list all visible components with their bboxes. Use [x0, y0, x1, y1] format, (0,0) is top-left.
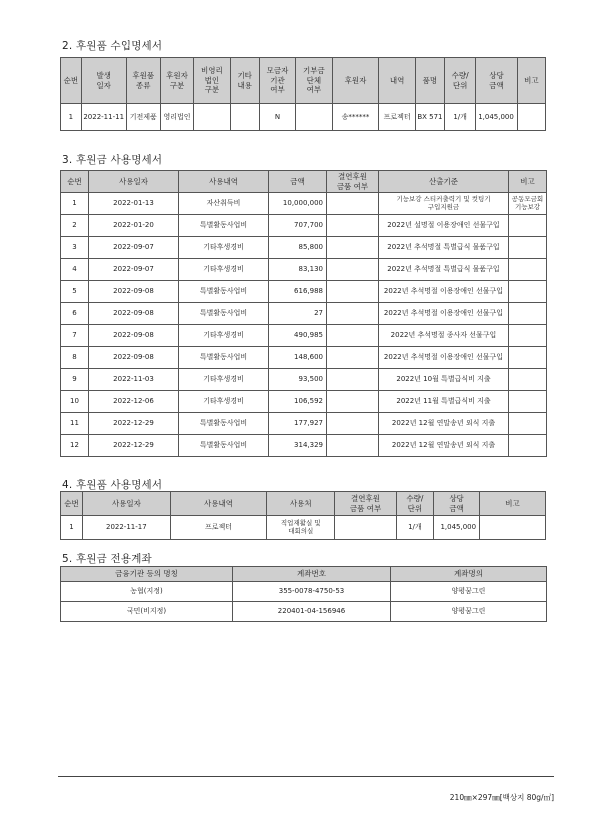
accounts-row [61, 602, 547, 622]
usage-cash-cell: 기타후생경비 [179, 259, 269, 281]
usage-cash-cell: 2022-12-29 [89, 413, 179, 435]
usage-cash-cell: 85,800 [269, 237, 327, 259]
usage-goods-cell: 1/개 [396, 516, 433, 540]
usage-cash-cell: 27 [269, 303, 327, 325]
usage-cash-cell [327, 303, 379, 325]
usage-cash-row [61, 215, 547, 237]
accounts-header-cell: 계좌번호 [233, 567, 391, 582]
usage-goods-cell [480, 516, 546, 540]
usage-cash-cell [327, 325, 379, 347]
income-cell [296, 104, 332, 131]
usage-cash-row [61, 259, 547, 281]
accounts-cell: 양평꿈그린 [391, 582, 547, 602]
accounts-header-row [61, 567, 547, 582]
usage-goods-table [60, 491, 546, 540]
usage-cash-header-cell: 사용일자 [89, 171, 179, 193]
usage-cash-cell: 2022-01-13 [89, 193, 179, 215]
usage-cash-cell: 기타후생경비 [179, 391, 269, 413]
usage-cash-cell: 10 [61, 391, 89, 413]
accounts-row [61, 582, 547, 602]
accounts-cell: 양평꿈그린 [391, 602, 547, 622]
usage-goods-header-cell: 수량/ 단위 [396, 492, 433, 516]
usage-cash-cell: 7 [61, 325, 89, 347]
usage-cash-cell [327, 347, 379, 369]
usage-cash-cell: 3 [61, 237, 89, 259]
income-cell [230, 104, 259, 131]
income-row [61, 104, 546, 131]
accounts-cell: 국민(비지정) [61, 602, 233, 622]
usage-cash-cell [509, 215, 547, 237]
income-header-cell: 기타 내용 [230, 58, 259, 104]
usage-cash-cell: 2022-11-03 [89, 369, 179, 391]
usage-goods-cell: 1 [61, 516, 83, 540]
usage-cash-cell [509, 303, 547, 325]
usage-cash-row [61, 391, 547, 413]
income-cell: 영리법인 [160, 104, 193, 131]
usage-cash-cell [327, 369, 379, 391]
usage-cash-cell: 4 [61, 259, 89, 281]
usage-cash-cell: 11 [61, 413, 89, 435]
usage-cash-cell: 2022-01-20 [89, 215, 179, 237]
usage-cash-row [61, 325, 547, 347]
usage-cash-cell: 83,130 [269, 259, 327, 281]
usage-cash-row [61, 413, 547, 435]
usage-cash-cell: 2022-12-29 [89, 435, 179, 457]
usage-cash-cell: 2022년 추석명절 이용장애인 선물구입 [379, 347, 509, 369]
income-body [61, 104, 546, 131]
usage-goods-body [61, 516, 546, 540]
usage-cash-cell [327, 435, 379, 457]
usage-cash-cell: 특별활동사업비 [179, 347, 269, 369]
usage-cash-cell: 2022-09-08 [89, 303, 179, 325]
usage-cash-cell [509, 259, 547, 281]
usage-goods-header-cell: 상당 금액 [434, 492, 480, 516]
income-header-cell: 모금자 기관 여부 [259, 58, 295, 104]
income-header-cell: 후원품 종류 [126, 58, 160, 104]
usage-cash-cell: 기능보강 스티커출력기 및 컷팅기 구입지원금 [379, 193, 509, 215]
usage-cash-cell: 2022년 12월 연말송년 외식 지출 [379, 435, 509, 457]
accounts-body [61, 582, 547, 622]
usage-cash-cell [327, 259, 379, 281]
usage-cash-row [61, 347, 547, 369]
usage-goods-header-row [61, 492, 546, 516]
income-header-cell: 후원자 구분 [160, 58, 193, 104]
usage-cash-cell [327, 215, 379, 237]
usage-cash-cell: 490,985 [269, 325, 327, 347]
usage-cash-cell [509, 347, 547, 369]
usage-cash-cell [509, 435, 547, 457]
usage-cash-cell: 2022-12-06 [89, 391, 179, 413]
income-header-cell: 발생 일자 [81, 58, 126, 104]
income-header-cell: 비영리 법인 구분 [194, 58, 230, 104]
usage-cash-cell: 특별활동사업비 [179, 435, 269, 457]
usage-cash-cell: 2022년 추석명절 종사자 선물구입 [379, 325, 509, 347]
accounts-cell: 농협(지정) [61, 582, 233, 602]
usage-cash-cell: 특별활동사업비 [179, 215, 269, 237]
paper-spec-note: 210㎜×297㎜[백상지 80g/㎡] [449, 793, 554, 802]
accounts-header-cell: 계좌명의 [391, 567, 547, 582]
income-header-cell: 순번 [61, 58, 82, 104]
usage-goods-cell: 프로젝터 [170, 516, 267, 540]
usage-cash-row [61, 303, 547, 325]
usage-cash-cell [327, 413, 379, 435]
usage-cash-cell [327, 237, 379, 259]
usage-cash-cell: 10,000,000 [269, 193, 327, 215]
income-cell: 1 [61, 104, 82, 131]
usage-cash-cell: 기타후생경비 [179, 237, 269, 259]
usage-goods-header-cell: 순번 [61, 492, 83, 516]
usage-cash-cell: 2022-09-08 [89, 347, 179, 369]
usage-cash-cell: 106,592 [269, 391, 327, 413]
usage-cash-cell: 특별활동사업비 [179, 413, 269, 435]
usage-goods-header-cell: 결연후원 금품 여부 [335, 492, 396, 516]
usage-cash-cell: 8 [61, 347, 89, 369]
usage-cash-header-cell: 순번 [61, 171, 89, 193]
income-header-cell: 품명 [415, 58, 444, 104]
usage-cash-cell: 6 [61, 303, 89, 325]
income-cell: 프로젝터 [379, 104, 415, 131]
usage-cash-cell: 2022-09-08 [89, 281, 179, 303]
usage-goods-row [61, 516, 546, 540]
usage-cash-row [61, 193, 547, 215]
accounts-header-cell: 금융기관 등의 명칭 [61, 567, 233, 582]
income-cell [194, 104, 230, 131]
usage-cash-cell: 9 [61, 369, 89, 391]
usage-cash-cell: 93,500 [269, 369, 327, 391]
accounts-cell: 355-0078-4750-53 [233, 582, 391, 602]
usage-cash-cell: 특별활동사업비 [179, 303, 269, 325]
income-header-row [61, 58, 546, 104]
income-cell: 1/개 [445, 104, 476, 131]
usage-cash-cell: 5 [61, 281, 89, 303]
usage-cash-cell: 공동모금회 기능보강 [509, 193, 547, 215]
usage-cash-cell [509, 237, 547, 259]
usage-cash-cell: 2022-09-07 [89, 259, 179, 281]
usage-cash-body [61, 193, 547, 457]
usage-goods-section-title: 4. 후원품 사용명세서 [62, 479, 163, 491]
usage-goods-cell: 직업재활실 및 대회의실 [267, 516, 335, 540]
income-section-title: 2. 후원품 수입명세서 [62, 40, 163, 52]
usage-cash-header-cell: 사용내역 [179, 171, 269, 193]
usage-cash-cell: 2022-09-08 [89, 325, 179, 347]
income-header-cell: 수량/ 단위 [445, 58, 476, 104]
usage-goods-header-cell: 사용일자 [82, 492, 170, 516]
usage-cash-cell: 특별활동사업비 [179, 281, 269, 303]
usage-cash-cell: 기타후생경비 [179, 325, 269, 347]
income-header-cell: 상당 금액 [476, 58, 518, 104]
income-cell: 송****** [332, 104, 379, 131]
usage-cash-cell: 자산취득비 [179, 193, 269, 215]
usage-cash-cell: 616,988 [269, 281, 327, 303]
footer-divider [58, 776, 554, 777]
usage-cash-cell [327, 391, 379, 413]
income-cell: 기전제품 [126, 104, 160, 131]
usage-cash-header-cell: 비고 [509, 171, 547, 193]
usage-cash-cell: 2022년 10월 특별급식비 지출 [379, 369, 509, 391]
usage-cash-cell: 12 [61, 435, 89, 457]
usage-cash-header-cell: 금액 [269, 171, 327, 193]
usage-cash-cell: 2022년 11월 특별급식비 지출 [379, 391, 509, 413]
usage-cash-cell: 2022년 12월 연말송년 외식 지출 [379, 413, 509, 435]
usage-cash-cell [509, 325, 547, 347]
usage-cash-cell: 2 [61, 215, 89, 237]
usage-goods-header-cell: 사용내역 [170, 492, 267, 516]
usage-cash-row [61, 435, 547, 457]
income-cell: 1,045,000 [476, 104, 518, 131]
usage-cash-cell [509, 281, 547, 303]
income-cell: 2022-11-11 [81, 104, 126, 131]
usage-cash-cell: 314,329 [269, 435, 327, 457]
accounts-cell: 220401-04-156946 [233, 602, 391, 622]
usage-cash-header-cell: 산출기준 [379, 171, 509, 193]
usage-cash-cell: 기타후생경비 [179, 369, 269, 391]
usage-cash-cell [327, 193, 379, 215]
usage-cash-table [60, 170, 547, 457]
income-header-cell: 후원자 [332, 58, 379, 104]
usage-cash-cell: 707,700 [269, 215, 327, 237]
income-cell: BX 571 [415, 104, 444, 131]
income-cell: N [259, 104, 295, 131]
usage-cash-cell: 1 [61, 193, 89, 215]
income-header-cell: 내역 [379, 58, 415, 104]
usage-goods-cell [335, 516, 396, 540]
accounts-section-title: 5. 후원금 전용계좌 [62, 553, 152, 565]
income-header-cell: 비고 [517, 58, 545, 104]
usage-goods-cell: 2022-11-17 [82, 516, 170, 540]
usage-cash-cell [509, 369, 547, 391]
usage-cash-cell: 2022년 추석명절 특별급식 물품구입 [379, 259, 509, 281]
usage-cash-row [61, 369, 547, 391]
usage-cash-cell: 2022년 추석명절 이용장애인 선물구입 [379, 281, 509, 303]
usage-cash-cell: 2022년 추석명절 이용장애인 선물구입 [379, 303, 509, 325]
usage-cash-cell [509, 391, 547, 413]
income-cell [517, 104, 545, 131]
usage-cash-row [61, 237, 547, 259]
income-table [60, 57, 546, 131]
income-header-cell: 기부금 단체 여부 [296, 58, 332, 104]
usage-cash-cell: 148,600 [269, 347, 327, 369]
usage-cash-cell [509, 413, 547, 435]
usage-cash-row [61, 281, 547, 303]
usage-cash-header-cell: 결연후원 금품 여부 [327, 171, 379, 193]
usage-cash-cell [327, 281, 379, 303]
usage-cash-cell: 2022년 추석명절 특별급식 물품구입 [379, 237, 509, 259]
usage-cash-header-row [61, 171, 547, 193]
usage-cash-cell: 2022-09-07 [89, 237, 179, 259]
accounts-table [60, 566, 547, 622]
usage-goods-header-cell: 비고 [480, 492, 546, 516]
usage-goods-cell: 1,045,000 [434, 516, 480, 540]
usage-goods-header-cell: 사용처 [267, 492, 335, 516]
usage-cash-cell: 2022년 설명절 이용장애인 선물구입 [379, 215, 509, 237]
usage-cash-section-title: 3. 후원금 사용명세서 [62, 154, 163, 166]
usage-cash-cell: 177,927 [269, 413, 327, 435]
